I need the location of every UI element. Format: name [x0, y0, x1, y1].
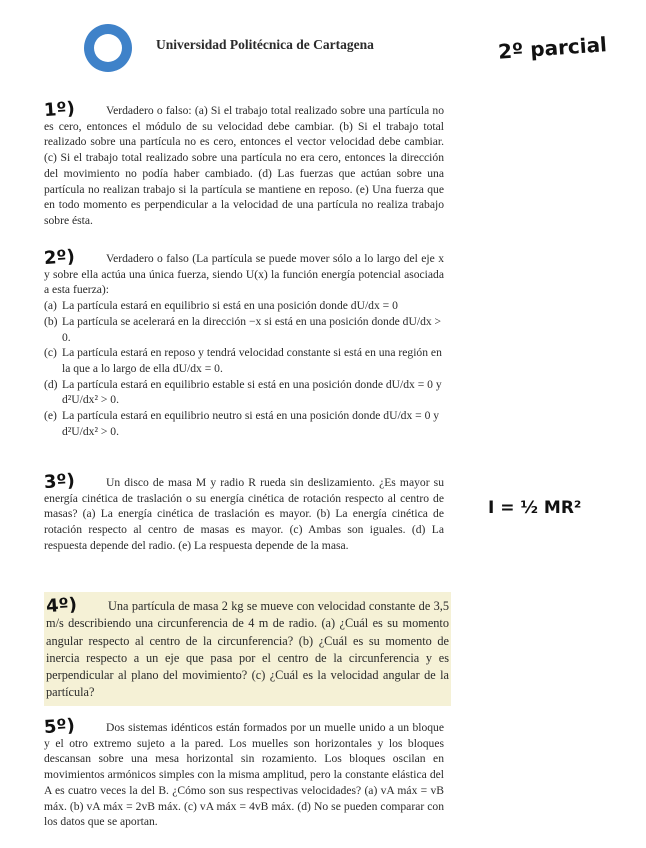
question-number: 3º)	[43, 470, 76, 494]
question-2	[43, 246, 444, 439]
option-b: (b) La partícula se acelerará en la dirección −x si está en una posición donde dU/dx > 0.	[44, 314, 442, 344]
question-1	[43, 98, 444, 229]
option-e: (e) La partícula estará en equilibrio neutro si está en una posición donde dU/dx = 0 y d²U/dx² > 0.	[44, 409, 440, 438]
question-number: 1º)	[43, 98, 76, 122]
option-d: (d) La partícula estará en equilibrio estable si está en una posición donde dU/dx = 0 y d²U/dx² > 0.	[44, 377, 442, 407]
question-text: Verdadero o falso: (a) Si el trabajo total realizado sobre una partícula no es cero, entonces el módulo de su velocidad debe cambiar. (b) Si el trabajo total realizado sobre una partícula no es cero, entonces el vector velocidad debe cambiar. (c) Si el trabajo total realizado sobre una partícula no era cero, entonces la dirección del movimiento no podía haber cambiado. (d) Las fuerzas que actúan sobre una partícula no realizan trabajo si la partícula se mantiene en reposo. (e) Una fuerza que en todo momento es perpendicular a la velocidad de una partícula no realiza trabajo sobre ésta.	[44, 104, 444, 227]
handwritten-title: 2º parcial	[497, 32, 608, 64]
question-3	[43, 470, 444, 554]
question-number: 5º)	[43, 715, 76, 739]
handwritten-formula: I = ½ MR²	[488, 498, 582, 518]
option-c: (c) La partícula estará en reposo y tendrá velocidad constante si está en una región en la que a lo largo de ella dU/dx = 0.	[44, 346, 442, 375]
question-text: Un disco de masa M y radio R rueda sin deslizamiento. ¿Es mayor su energía cinética de traslación o su energía cinética de rotación respecto al centro de masas? (a) La energía cinética de traslación es mayor. (b) La energía cinética de rotación respecto al centro de masas es mayor. (c) Ambas son iguales. (d) La respuesta depende del radio. (e) La respuesta depende de la masa.	[44, 476, 444, 552]
university-name: Universidad Politécnica de Cartagena	[156, 37, 374, 52]
question-text: Dos sistemas idénticos están formados por un muelle unido a un bloque y el otro extremo sujeto a la pared. Los muelles son horizontales y los bloques descansan sobre una mesa horizontal sin rozamiento. Los bloques oscilan en movimientos armónicos simples con la misma amplitud, pero la constante elástica del A es cuatro veces la del B. ¿Cómo son sus respectivas velocidades? (a) vA máx = vB máx. (b) vA máx = 2vB máx. (c) vA máx = 4vB máx. (d) No se pueden comparar con los datos que se aportan.	[44, 721, 444, 829]
question-5	[43, 715, 444, 830]
question-number: 2º)	[43, 246, 76, 270]
question-number: 4º)	[45, 594, 78, 618]
question-text: Verdadero o falso (La partícula se puede mover sólo a lo largo del eje x y sobre ella actúa una única fuerza, siendo U(x) la función energía potencial asociada a esta fuerza):	[44, 252, 444, 297]
question-text: Una partícula de masa 2 kg se mueve con velocidad constante de 3,5 m/s describiendo una circunferencia de 4 m de radio. (a) ¿Cuál es su momento angular respecto al centro de la circunferencia? (b) ¿Cuál es su momento de inercia respecto a un eje que pasa por el centro de la circunferencia y es perpendicular al plano del movimiento? (c) ¿Cuál es la velocidad angular de la partícula?	[46, 599, 449, 700]
university-logo-icon	[84, 24, 132, 72]
question-4-highlighted	[44, 592, 451, 706]
option-a: (a) La partícula estará en equilibrio si está en una posición donde dU/dx = 0	[44, 299, 398, 313]
